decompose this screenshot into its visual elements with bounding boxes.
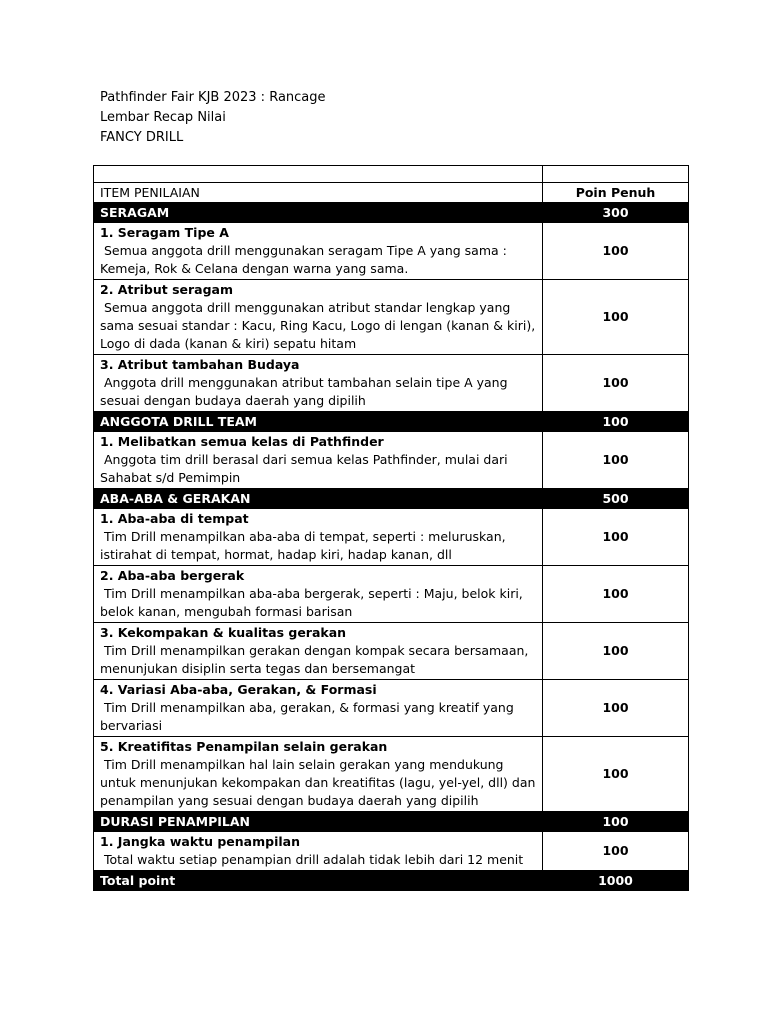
- section-title: DURASI PENAMPILAN: [94, 812, 543, 832]
- empty-row: [94, 166, 689, 183]
- item-title: 1. Melibatkan semua kelas di Pathfinder: [100, 434, 384, 449]
- item-cell: [94, 223, 543, 280]
- item-cell: [94, 566, 543, 623]
- item-title: 2. Atribut seragam: [100, 282, 233, 297]
- item-row: [94, 509, 689, 566]
- item-description: Tim Drill menampilkan aba-aba bergerak, seperti : Maju, belok kiri, belok kanan, mengubah formasi barisan: [100, 586, 527, 619]
- total-points: 1000: [543, 871, 689, 891]
- item-points: 100: [543, 680, 689, 737]
- item-title: 3. Kekompakan & kualitas gerakan: [100, 625, 347, 640]
- total-row: [94, 871, 689, 891]
- item-title: 2. Aba-aba bergerak: [100, 568, 245, 583]
- item-row: [94, 223, 689, 280]
- item-points: 100: [543, 223, 689, 280]
- item-title: 1. Jangka waktu penampilan: [100, 834, 300, 849]
- item-row: [94, 737, 689, 812]
- item-row: [94, 832, 689, 871]
- empty-cell: [543, 166, 689, 183]
- item-cell: [94, 680, 543, 737]
- section-title: SERAGAM: [94, 203, 543, 223]
- item-description: Total waktu setiap penampian drill adalah tidak lebih dari 12 menit: [100, 852, 524, 867]
- score-table: [93, 165, 689, 891]
- item-description: Tim Drill menampilkan gerakan dengan kompak secara bersamaan, menunjukan disiplin serta tegas dan bersemangat: [100, 643, 533, 676]
- item-points: 100: [543, 566, 689, 623]
- item-cell: [94, 832, 543, 871]
- document-header: [100, 88, 326, 148]
- item-description: Anggota tim drill berasal dari semua kelas Pathfinder, mulai dari Sahabat s/d Pemimpin: [100, 452, 512, 485]
- section-points: 100: [543, 412, 689, 432]
- item-points: 100: [543, 623, 689, 680]
- section-points: 100: [543, 812, 689, 832]
- item-title: 1. Aba-aba di tempat: [100, 511, 249, 526]
- item-row: [94, 566, 689, 623]
- item-cell: [94, 623, 543, 680]
- item-cell: [94, 509, 543, 566]
- item-title: 4. Variasi Aba-aba, Gerakan, & Formasi: [100, 682, 377, 697]
- section-row: [94, 812, 689, 832]
- sheet-title: Lembar Recap Nilai: [100, 110, 226, 125]
- section-points: 500: [543, 489, 689, 509]
- item-description: Tim Drill menampilkan hal lain selain gerakan yang mendukung untuk menunjukan kekompakan dan kreatifitas (lagu, yel-yel, dll) dan penampilan yang sesuai dengan budaya daerah yang dipilih: [100, 757, 540, 808]
- item-row: [94, 280, 689, 355]
- item-row: [94, 623, 689, 680]
- item-description: Anggota drill menggunakan atribut tambahan selain tipe A yang sesuai dengan budaya daerah yang dipilih: [100, 375, 512, 408]
- item-points: 100: [543, 432, 689, 489]
- section-row: [94, 412, 689, 432]
- item-description: Tim Drill menampilkan aba, gerakan, & formasi yang kreatif yang bervariasi: [100, 700, 518, 733]
- item-title: 5. Kreatifitas Penampilan selain gerakan: [100, 739, 388, 754]
- section-points: 300: [543, 203, 689, 223]
- item-points: 100: [543, 737, 689, 812]
- item-points: 100: [543, 509, 689, 566]
- item-points: 100: [543, 355, 689, 412]
- item-row: [94, 355, 689, 412]
- section-row: [94, 203, 689, 223]
- section-title: ABA-ABA & GERAKAN: [94, 489, 543, 509]
- item-cell: [94, 355, 543, 412]
- category-title: FANCY DRILL: [100, 130, 184, 145]
- item-description: Semua anggota drill menggunakan seragam Tipe A yang sama : Kemeja, Rok & Celana dengan warna yang sama.: [100, 243, 511, 276]
- section-title: ANGGOTA DRILL TEAM: [94, 412, 543, 432]
- item-title: 3. Atribut tambahan Budaya: [100, 357, 300, 372]
- item-cell: [94, 280, 543, 355]
- column-header-points: Poin Penuh: [543, 183, 689, 203]
- event-title: Pathfinder Fair KJB 2023 : Rancage: [100, 90, 326, 105]
- item-description: Tim Drill menampilkan aba-aba di tempat, seperti : meluruskan, istirahat di tempat, hormat, hadap kiri, hadap kanan, dll: [100, 529, 510, 562]
- item-row: [94, 680, 689, 737]
- item-row: [94, 432, 689, 489]
- item-cell: [94, 432, 543, 489]
- column-header-item: ITEM PENILAIAN: [94, 183, 543, 203]
- item-points: 100: [543, 832, 689, 871]
- item-points: 100: [543, 280, 689, 355]
- section-row: [94, 489, 689, 509]
- item-description: Semua anggota drill menggunakan atribut standar lengkap yang sama sesuai standar : Kacu, Ring Kacu, Logo di lengan (kanan & kiri), Logo di dada (kanan & kiri) sepatu hitam: [100, 300, 540, 351]
- item-title: 1. Seragam Tipe A: [100, 225, 229, 240]
- empty-cell: [94, 166, 543, 183]
- total-label: Total point: [94, 871, 543, 891]
- item-cell: [94, 737, 543, 812]
- column-header-row: [94, 183, 689, 203]
